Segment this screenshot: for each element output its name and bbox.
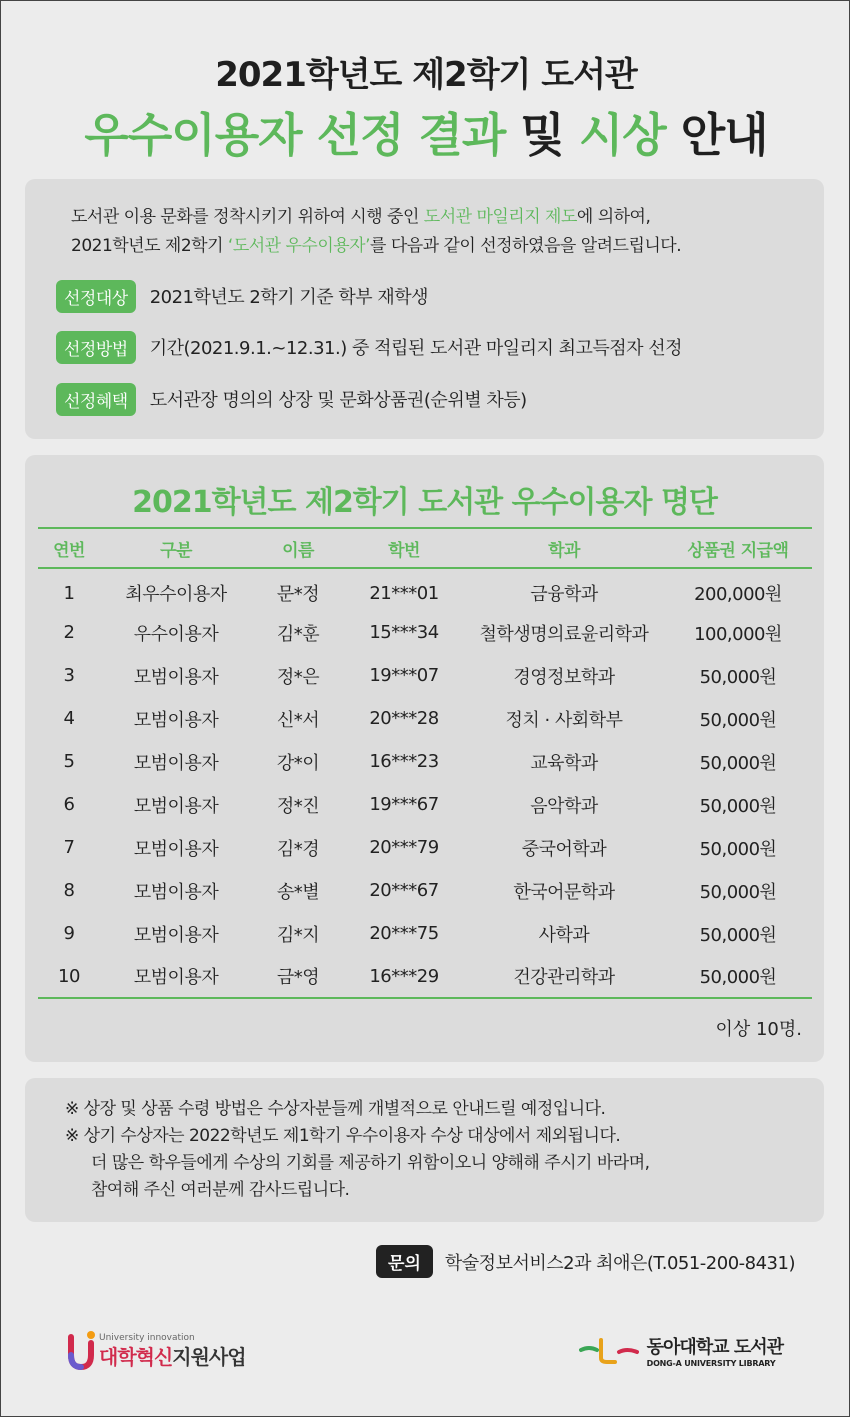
criteria-value: 기간(2021.9.1.~12.31.) 중 적립된 도서관 마일리지 최고득점자 선정 <box>149 338 683 359</box>
table-row <box>38 697 812 740</box>
table-cell: 음악학과 <box>530 795 598 817</box>
roster-table <box>38 527 812 999</box>
table-cell: 신*서 <box>276 709 320 731</box>
criteria-target <box>56 279 428 313</box>
roster-panel <box>25 455 824 1062</box>
column-header: 이름 <box>282 540 314 561</box>
criteria-tag: 선정방법 <box>56 331 136 364</box>
intro-line1-a: 도서관 이용 문화를 정착시키기 위하여 시행 중인 <box>71 207 424 227</box>
criteria-method <box>56 330 682 364</box>
column-header: 학과 <box>548 540 580 561</box>
table-cell: 20***75 <box>369 923 439 944</box>
table-cell: 송*별 <box>276 881 320 903</box>
roster-header-row <box>38 528 812 568</box>
table-cell: 19***67 <box>369 794 439 815</box>
table-cell: 김*훈 <box>276 623 320 645</box>
table-cell: 50,000원 <box>699 709 777 731</box>
intro-text <box>71 203 811 261</box>
table-cell: 한국어문학과 <box>513 881 615 903</box>
table-cell: 사학과 <box>538 924 590 946</box>
title-line2 <box>1 99 850 165</box>
column-header: 학번 <box>388 540 420 561</box>
column-header: 상품권 지급액 <box>687 540 789 561</box>
table-cell: 50,000원 <box>699 752 777 774</box>
table-cell: 50,000원 <box>699 666 777 688</box>
table-cell: 철학생명의료윤리학과 <box>479 623 649 645</box>
table-cell: 금*영 <box>276 967 320 988</box>
table-cell: 모범이용자 <box>133 924 219 946</box>
table-cell: 100,000원 <box>694 623 782 645</box>
intro-line2-highlight: ‘도서관 우수이용자’ <box>227 236 371 256</box>
table-cell: 50,000원 <box>699 795 777 817</box>
table-cell: 15***34 <box>369 622 439 643</box>
table-cell: 정치 · 사회학부 <box>505 709 623 731</box>
title-part-selection-result: 우수이용자 선정 결과 <box>84 108 506 162</box>
table-row <box>38 740 812 783</box>
table-cell: 문*정 <box>276 584 320 605</box>
table-cell: 모범이용자 <box>133 881 219 903</box>
column-header: 구분 <box>160 540 192 561</box>
intro-line2-b: 를 다음과 같이 선정하였음을 알려드립니다. <box>370 236 682 256</box>
logo-small-text: University innovation <box>99 1332 195 1343</box>
title-part-award: 시상 <box>578 108 666 162</box>
table-cell: 김*지 <box>276 924 320 946</box>
table-cell: 20***79 <box>369 837 439 858</box>
note-line: ※ 상기 수상자는 2022학년도 제1학기 우수이용자 수상 대상에서 제외됩니다. <box>65 1126 621 1146</box>
table-cell: 21***01 <box>369 582 439 604</box>
table-cell: 김*경 <box>276 838 320 860</box>
table-cell: 경영정보학과 <box>513 666 615 688</box>
criteria-benefit <box>56 382 527 416</box>
table-row <box>38 869 812 912</box>
table-cell: 9 <box>63 923 75 944</box>
notes-text <box>65 1096 805 1204</box>
note-line: 더 많은 학우들에게 수상의 기회를 제공하기 위함이오니 양해해 주시기 바라며, <box>91 1153 650 1173</box>
table-row <box>38 654 812 697</box>
table-row <box>38 611 812 654</box>
intro-panel <box>25 179 824 439</box>
logo-big-text <box>99 1341 246 1370</box>
table-cell: 정*진 <box>276 795 320 817</box>
table-cell: 중국어학과 <box>521 838 607 860</box>
table-cell: 모범이용자 <box>133 838 219 860</box>
library-name-english: DONG-A UNIVERSITY LIBRARY <box>646 1359 776 1368</box>
intro-line1-b: 에 의하여, <box>576 207 651 227</box>
table-cell: 20***67 <box>369 880 439 901</box>
table-cell: 금융학과 <box>530 584 598 605</box>
table-cell: 200,000원 <box>694 584 782 605</box>
table-cell: 16***29 <box>369 965 439 987</box>
logo-dark-text: 지원사업 <box>172 1344 246 1369</box>
table-cell: 정*은 <box>276 666 320 688</box>
table-row <box>38 568 812 611</box>
table-cell: 20***28 <box>369 708 439 729</box>
table-cell: 건강관리학과 <box>513 967 615 988</box>
criteria-tag: 선정혜택 <box>56 383 136 416</box>
table-cell: 1 <box>63 582 75 604</box>
table-row <box>38 826 812 869</box>
table-cell: 5 <box>63 751 75 772</box>
table-cell: 50,000원 <box>699 924 777 946</box>
table-cell: 8 <box>63 880 75 901</box>
table-cell: 2 <box>63 622 75 643</box>
table-cell: 우수이용자 <box>133 623 219 645</box>
logo-red-text: 대학혁신 <box>99 1344 173 1369</box>
contact-value: 학술정보서비스2과 최애은(T.051-200-8431) <box>444 1252 795 1274</box>
roster-title: 2021학년도 제2학기 도서관 우수이용자 명단 <box>132 485 717 520</box>
title-part-notice: 안내 <box>665 108 768 162</box>
title-part-and: 및 <box>505 108 579 162</box>
table-row <box>38 955 812 998</box>
table-cell: 교육학과 <box>530 752 598 774</box>
column-header: 연번 <box>53 540 85 561</box>
intro-line2-a: 2021학년도 제2학기 <box>71 236 228 256</box>
table-cell: 50,000원 <box>699 967 777 988</box>
roster-total: 이상 10명. <box>715 1019 802 1040</box>
table-cell: 모범이용자 <box>133 967 219 988</box>
criteria-value: 도서관장 명의의 상장 및 문화상품권(순위별 차등) <box>149 390 527 411</box>
table-cell: 7 <box>63 837 75 858</box>
table-cell: 3 <box>63 665 75 686</box>
table-cell: 모범이용자 <box>133 795 219 817</box>
u-mark-icon <box>63 1329 97 1373</box>
table-cell: 4 <box>63 708 75 729</box>
note-line: 참여해 주신 여러분께 감사드립니다. <box>91 1180 350 1200</box>
title-line1: 2021학년도 제2학기 도서관 <box>215 55 637 95</box>
contact-tag: 문의 <box>376 1245 433 1278</box>
table-cell: 모범이용자 <box>133 666 219 688</box>
contact-info <box>376 1245 795 1278</box>
criteria-value: 2021학년도 2학기 기준 학부 재학생 <box>149 287 429 308</box>
table-cell: 16***23 <box>369 751 439 772</box>
table-cell: 강*이 <box>276 752 320 774</box>
table-cell: 19***07 <box>369 665 439 686</box>
notes-panel <box>25 1078 824 1222</box>
table-cell: 50,000원 <box>699 881 777 903</box>
donga-library-logo <box>579 1333 783 1368</box>
note-line: ※ 상장 및 상품 수령 방법은 수상자분들께 개별적으로 안내드릴 예정입니다. <box>65 1099 606 1119</box>
intro-line1-highlight: 도서관 마일리지 제도 <box>423 207 577 227</box>
criteria-tag: 선정대상 <box>56 280 136 313</box>
table-row <box>38 912 812 955</box>
library-name-korean: 동아대학교 도서관 <box>646 1337 783 1358</box>
table-cell: 모범이용자 <box>133 752 219 774</box>
donga-mark-icon <box>579 1336 639 1366</box>
table-row <box>38 783 812 826</box>
university-innovation-logo <box>63 1329 246 1373</box>
table-cell: 50,000원 <box>699 838 777 860</box>
table-cell: 최우수이용자 <box>125 584 227 605</box>
table-cell: 6 <box>63 794 75 815</box>
table-cell: 모범이용자 <box>133 709 219 731</box>
table-cell: 10 <box>58 965 80 987</box>
